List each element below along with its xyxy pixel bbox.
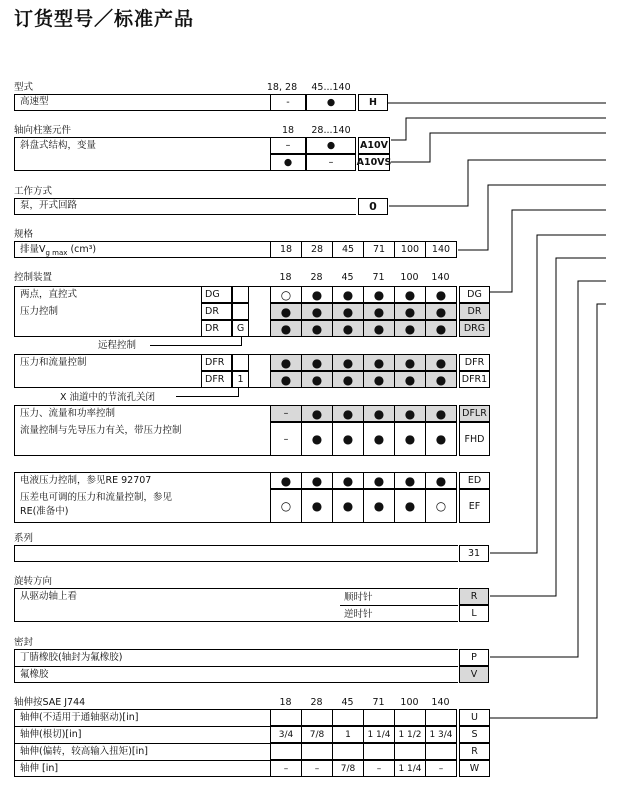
type-val-18-28: -	[270, 94, 306, 111]
control-c2-4: 1	[232, 371, 249, 388]
control-c1-0: DG	[201, 286, 232, 303]
rotation-row-label: 从驱动轴上看	[20, 591, 78, 602]
control-val-1-1: ●	[301, 303, 333, 320]
control-c1-4: DFR	[201, 371, 232, 388]
size-row-label: 排量$V_{g max}$ (cm³)	[20, 244, 97, 257]
shaft-col-140: 140	[431, 697, 450, 708]
control-val-2-4: ●	[394, 320, 426, 337]
control-c1-3: DFR	[201, 354, 232, 371]
connector-seal	[490, 281, 606, 657]
control-col-45: 45	[341, 272, 354, 283]
shaft-val-3-5: –	[425, 760, 457, 777]
control-row-label-0: 两点，直控式	[20, 289, 78, 300]
control-val-5-5: ●	[425, 405, 457, 422]
control-val-5-1: ●	[301, 405, 333, 422]
code-0: 0	[358, 198, 388, 215]
size-cell-28: 28	[301, 241, 333, 258]
control-val-5-4: ●	[394, 405, 426, 422]
control-val-0-2: ●	[332, 286, 364, 303]
piston-section-label: 轴向柱塞元件	[14, 125, 72, 136]
piston-col-18: 18	[281, 125, 295, 136]
control-val-3-3: ●	[363, 354, 395, 371]
shaft-code-S: S	[459, 726, 490, 743]
control-val-3-5: ●	[425, 354, 457, 371]
connector-0	[389, 160, 606, 206]
shaft-val-3-3: –	[363, 760, 395, 777]
x-channel-note: X 油道中的节流孔关闭	[60, 392, 156, 403]
control-code-DFR: DFR	[459, 354, 490, 371]
connector-rotation	[490, 258, 606, 596]
size-cell-45: 45	[332, 241, 364, 258]
shaft-row-label-0: 轴伸(不适用于通轴驱动)[in]	[20, 712, 139, 723]
piston-val-2-28: –	[306, 154, 356, 171]
control-val-6-3: ●	[363, 422, 395, 456]
control-row-label-5: 压力、流量和功率控制	[20, 408, 116, 419]
control-val-7-2: ●	[332, 472, 364, 489]
control-val-1-0: ●	[270, 303, 302, 320]
piston-val-1-28: ●	[306, 137, 356, 154]
shaft-val-1-5: 1 3/4	[425, 726, 457, 743]
control-code-DG: DG	[459, 286, 490, 303]
code-L-rotation: L	[459, 605, 489, 622]
piston-val-1-18: –	[270, 137, 306, 154]
shaft-code-U: U	[459, 709, 490, 726]
page-title: 订货型号／标准产品	[14, 8, 195, 30]
control-val-4-4: ●	[394, 371, 426, 388]
control-val-5-3: ●	[363, 405, 395, 422]
size-cell-100: 100	[394, 241, 426, 258]
control-val-8-4: ●	[394, 489, 426, 523]
code-A10V: A10V	[358, 137, 390, 154]
control-val-0-4: ●	[394, 286, 426, 303]
mode-section-label: 工作方式	[14, 186, 53, 197]
code-H: H	[358, 94, 388, 111]
control-col-140: 140	[431, 272, 450, 283]
rotation-counter-label: 逆时针	[344, 609, 373, 620]
control-val-8-2: ●	[332, 489, 364, 523]
control-code-FHD: FHD	[459, 422, 490, 456]
control-val-0-5: ●	[425, 286, 457, 303]
shaft-row-label-2: 轴伸(偏转，较高输入扭矩)[in]	[20, 746, 148, 757]
shaft-col-28: 28	[310, 697, 323, 708]
seal-row-2-label: 氟橡胶	[20, 669, 49, 680]
control-col-71: 71	[372, 272, 385, 283]
control-val-8-3: ●	[363, 489, 395, 523]
control-val-8-1: ●	[301, 489, 333, 523]
shaft-val-1-0: 3/4	[270, 726, 302, 743]
control-col-18: 18	[279, 272, 292, 283]
seal-section-label: 密封	[14, 637, 34, 648]
control-val-4-1: ●	[301, 371, 333, 388]
control-val-7-0: ●	[270, 472, 302, 489]
control-val-1-3: ●	[363, 303, 395, 320]
rotation-section-label: 旋转方向	[14, 576, 53, 587]
size-cell-140: 140	[425, 241, 457, 258]
type-section-label: 型式	[14, 82, 34, 93]
control-val-1-4: ●	[394, 303, 426, 320]
control-val-6-4: ●	[394, 422, 426, 456]
code-P-seal: P	[459, 649, 489, 666]
control-val-8-0: ○	[270, 489, 302, 523]
control-val-2-1: ●	[301, 320, 333, 337]
shaft-code-R: R	[459, 743, 490, 760]
control-code-DR: DR	[459, 303, 490, 320]
connector-control	[490, 210, 606, 292]
control-val-3-0: ●	[270, 354, 302, 371]
type-val-45-140: ●	[306, 94, 356, 111]
control-row-label-8: 压差电可调的压力和流量控制，参见	[20, 492, 173, 503]
control-c1-1: DR	[201, 303, 232, 320]
control-row-label2-8: RE(准备中)	[20, 506, 69, 517]
shaft-col-100: 100	[400, 697, 419, 708]
control-row-label-7: 电液压力控制，参见RE 92707	[20, 475, 152, 486]
shaft-col-71: 71	[372, 697, 385, 708]
shaft-val-3-4: 1 1/4	[394, 760, 426, 777]
shaft-val-1-1: 7/8	[301, 726, 333, 743]
connector-size	[458, 185, 606, 250]
control-val-4-5: ●	[425, 371, 457, 388]
control-val-0-1: ●	[301, 286, 333, 303]
shaft-val-1-4: 1 1/2	[394, 726, 426, 743]
code-A10VS: A10VS	[358, 154, 390, 171]
control-val-6-5: ●	[425, 422, 457, 456]
code-31: 31	[459, 545, 489, 562]
control-val-6-1: ●	[301, 422, 333, 456]
connector-series	[490, 235, 606, 553]
piston-val-2-18: ●	[270, 154, 306, 171]
control-val-1-5: ●	[425, 303, 457, 320]
shaft-val-1-3: 1 1/4	[363, 726, 395, 743]
shaft-col-18: 18	[279, 697, 292, 708]
connector-shaft	[490, 304, 606, 718]
rotation-clockwise-label: 顺时针	[344, 592, 373, 603]
connector-A10VS	[391, 133, 606, 162]
type-row-label: 高速型	[20, 96, 49, 107]
control-c2-2: G	[232, 320, 249, 337]
control-val-3-4: ●	[394, 354, 426, 371]
shaft-code-W: W	[459, 760, 490, 777]
control-code-DFR1: DFR1	[459, 371, 490, 388]
shaft-val-3-0: –	[270, 760, 302, 777]
control-val-5-0: –	[270, 405, 302, 422]
size-cell-71: 71	[363, 241, 395, 258]
shaft-val-3-1: –	[301, 760, 333, 777]
control-code-DRG: DRG	[459, 320, 490, 337]
control-val-3-1: ●	[301, 354, 333, 371]
shaft-col-45: 45	[341, 697, 354, 708]
control-code-EF: EF	[459, 489, 490, 523]
control-val-4-0: ●	[270, 371, 302, 388]
shaft-row-label-1: 轴伸(根切)[in]	[20, 729, 82, 740]
control-val-2-0: ●	[270, 320, 302, 337]
code-V-seal: V	[459, 666, 489, 683]
control-col-100: 100	[400, 272, 419, 283]
seal-row-1-label: 丁腈橡胶(轴封为氟橡胶)	[20, 652, 123, 663]
control-val-4-2: ●	[332, 371, 364, 388]
control-val-0-3: ●	[363, 286, 395, 303]
control-val-2-3: ●	[363, 320, 395, 337]
type-col-45-140: 45...140	[311, 82, 351, 93]
control-row-label-3: 压力和流量控制	[20, 357, 87, 368]
shaft-val-3-2: 7/8	[332, 760, 364, 777]
control-section-label: 控制装置	[14, 272, 53, 283]
connector-A10V	[391, 118, 606, 140]
control-val-2-5: ●	[425, 320, 457, 337]
piston-row-label: 斜盘式结构，变量	[20, 140, 97, 151]
type-col-18-28: 18, 28	[266, 82, 298, 93]
control-code-DFLR: DFLR	[459, 405, 490, 422]
control-c1-2: DR	[201, 320, 232, 337]
size-section-label: 规格	[14, 229, 34, 240]
control-val-7-3: ●	[363, 472, 395, 489]
control-val-7-4: ●	[394, 472, 426, 489]
control-val-0-0: ○	[270, 286, 302, 303]
control-val-4-3: ●	[363, 371, 395, 388]
mode-row-label: 泵，开式回路	[20, 200, 78, 211]
control-val-8-5: ○	[425, 489, 457, 523]
control-val-6-2: ●	[332, 422, 364, 456]
control-val-7-5: ●	[425, 472, 457, 489]
remote-control-note: 远程控制	[98, 340, 137, 351]
control-val-1-2: ●	[332, 303, 364, 320]
control-val-2-2: ●	[332, 320, 364, 337]
series-section-label: 系列	[14, 533, 34, 544]
piston-col-28-140: 28...140	[311, 125, 351, 136]
control-val-3-2: ●	[332, 354, 364, 371]
size-cell-18: 18	[270, 241, 302, 258]
control-row-label-1: 压力控制	[20, 306, 59, 317]
control-col-28: 28	[310, 272, 323, 283]
code-R-rotation: R	[459, 588, 489, 605]
control-val-5-2: ●	[332, 405, 364, 422]
control-row-label-6: 流量控制与先导压力有关，带压力控制	[20, 425, 182, 436]
control-val-6-0: –	[270, 422, 302, 456]
shaft-row-label-3: 轴伸 [in]	[20, 763, 59, 774]
shaft-section-label: 轴伸按SAE J744	[14, 697, 86, 708]
control-code-ED: ED	[459, 472, 490, 489]
control-val-7-1: ●	[301, 472, 333, 489]
shaft-val-1-2: 1	[332, 726, 364, 743]
